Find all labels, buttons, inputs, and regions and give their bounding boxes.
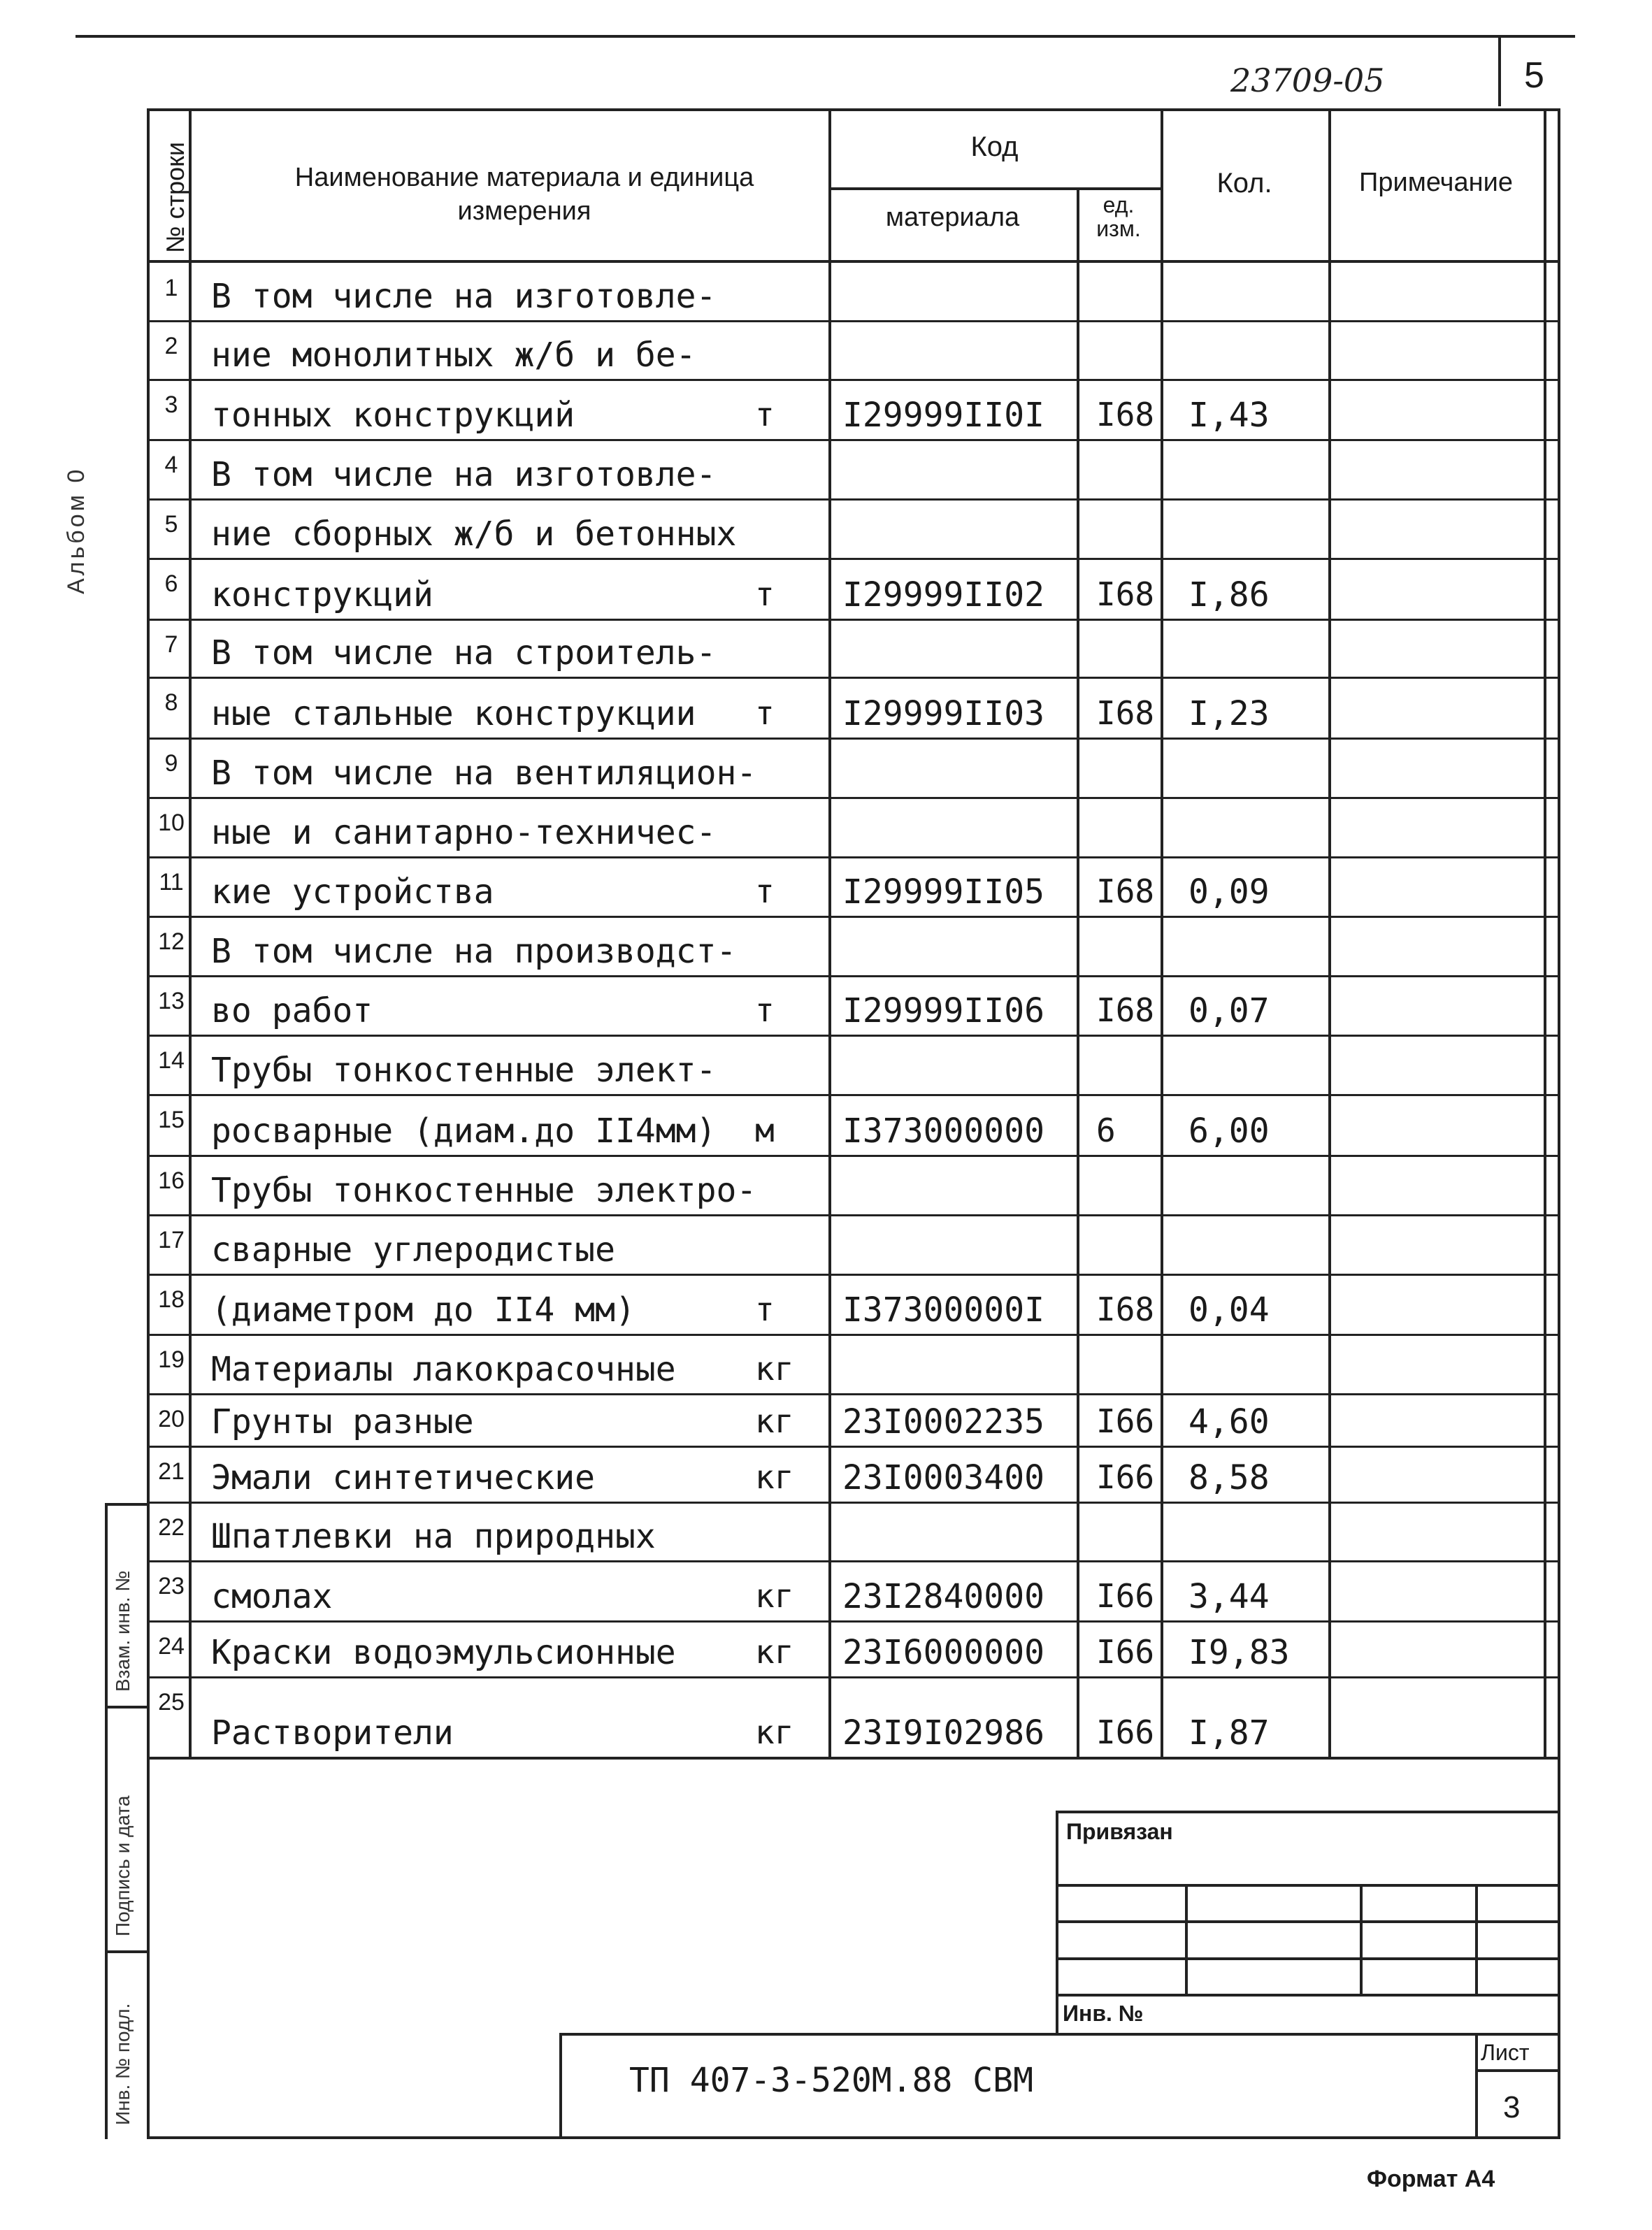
material-name: тонных конструкций [211, 396, 575, 435]
row-number: 19 [158, 1346, 185, 1373]
quantity: 4,60 [1188, 1402, 1270, 1441]
material-code: 23I2840000 [842, 1577, 1044, 1616]
row-number: 21 [158, 1458, 185, 1485]
header-material: материала [885, 203, 1020, 232]
material-unit: кг [755, 1713, 794, 1751]
col-rowno [189, 108, 192, 1758]
frame-left [147, 108, 150, 2139]
material-name: во работ [211, 991, 373, 1030]
material-name: ние сборных ж/б и бетонных [211, 515, 737, 554]
unit-code: I68 [1096, 1290, 1155, 1328]
row-number: 24 [158, 1633, 185, 1660]
stamp-inv-podl: Инв. № подл. [112, 2003, 134, 2125]
row-number: 14 [158, 1047, 185, 1074]
material-code: I37300000I [842, 1290, 1044, 1330]
col-code [1077, 189, 1079, 1758]
material-name: Эмали синтетические [211, 1458, 596, 1497]
row-number: 16 [158, 1167, 185, 1194]
material-unit: кг [755, 1350, 794, 1388]
material-name: (диаметром до II4 мм) [211, 1290, 635, 1330]
material-name: росварные (диам.до II4мм) [211, 1112, 717, 1151]
header-unit-code: ед. изм. [1096, 192, 1141, 241]
quantity: I9,83 [1188, 1633, 1290, 1672]
row-number: 4 [164, 452, 178, 478]
code-subdivider [830, 187, 1161, 190]
material-code: I29999II06 [842, 991, 1044, 1030]
row-number: 8 [164, 689, 178, 716]
unit-code: I66 [1096, 1577, 1155, 1615]
unit-code: I66 [1096, 1713, 1155, 1751]
material-name: ние монолитных ж/б и бе- [211, 336, 696, 375]
material-code: I29999II05 [842, 872, 1044, 912]
header-qty: Кол. [1216, 168, 1272, 199]
material-name: В том числе на строитель- [211, 633, 717, 672]
row-number: 22 [158, 1514, 185, 1541]
row-number: 18 [158, 1286, 185, 1313]
top-rule [76, 35, 1575, 38]
stamp-inv-no: Инв. № [1063, 2001, 1144, 2026]
material-name: В том числе на изготовле- [211, 277, 717, 316]
row-number: 17 [158, 1227, 185, 1253]
quantity: 0,09 [1188, 872, 1270, 912]
quantity: 6,00 [1188, 1112, 1270, 1151]
row-number: 7 [164, 631, 178, 658]
stamp-sheet-label: Лист [1481, 2040, 1530, 2065]
material-code: 23I0003400 [842, 1458, 1044, 1497]
material-name: ные и санитарно-техничес- [211, 813, 717, 852]
material-name: сварные углеродистые [211, 1230, 615, 1269]
material-code: I29999II0I [842, 396, 1044, 435]
col-unit [1161, 108, 1163, 1758]
table-bottom [148, 1757, 1559, 1760]
material-code: 23I0002235 [842, 1402, 1044, 1441]
row-number: 25 [158, 1689, 185, 1715]
stamp-podpis: Подпись и дата [112, 1795, 134, 1936]
material-code: I29999II03 [842, 694, 1044, 733]
row-number: 1 [164, 275, 178, 301]
quantity: I,86 [1188, 575, 1270, 614]
material-unit: кг [755, 1577, 794, 1615]
quantity: I,23 [1188, 694, 1270, 733]
unit-code: I68 [1096, 694, 1155, 732]
col-name [828, 108, 831, 1758]
material-unit: кг [755, 1458, 794, 1496]
material-code: 23I9I02986 [842, 1713, 1044, 1753]
unit-code: I68 [1096, 396, 1155, 433]
material-name: Грунты разные [211, 1402, 474, 1441]
quantity: 0,07 [1188, 991, 1270, 1030]
frame-right [1558, 108, 1560, 2139]
material-unit: т [755, 396, 775, 433]
side-label: Альбом 0 [63, 466, 89, 594]
material-unit: кг [755, 1633, 794, 1671]
material-name: В том числе на производст- [211, 932, 737, 971]
material-name: Трубы тонкостенные электро- [211, 1171, 757, 1210]
format-label: Формат А4 [1367, 2166, 1495, 2192]
material-unit: т [755, 694, 775, 732]
document-number: 23709-05 [1230, 62, 1385, 99]
stamp-sheet-no: 3 [1503, 2090, 1521, 2124]
material-code: I373000000 [842, 1112, 1044, 1151]
stamp-privyazan: Привязан [1066, 1819, 1173, 1844]
quantity: I,43 [1188, 396, 1270, 435]
row-number: 12 [158, 928, 185, 955]
row-number: 11 [159, 869, 184, 895]
table-top [148, 108, 1559, 111]
material-name: Краски водоэмульсионные [211, 1633, 676, 1672]
material-name: конструкций [211, 575, 433, 614]
material-name: В том числе на вентиляцион- [211, 754, 757, 793]
header-name: Наименование материала и единица измерения [294, 163, 754, 226]
material-name: Трубы тонкостенные элект- [211, 1051, 717, 1090]
material-unit: кг [755, 1402, 794, 1440]
col-note [1544, 108, 1546, 1758]
header-bottom [148, 260, 1559, 263]
quantity: 3,44 [1188, 1577, 1270, 1616]
material-name: Растворители [211, 1713, 454, 1753]
material-unit: т [755, 991, 775, 1029]
stamp-designation: ТП 407-3-520М.88 СВМ [629, 2061, 1033, 2100]
material-name: кие устройства [211, 872, 494, 912]
row-number: 20 [158, 1406, 185, 1432]
quantity: 0,04 [1188, 1290, 1270, 1330]
row-number: 2 [164, 333, 178, 359]
material-unit: м [755, 1112, 775, 1149]
unit-code: 6 [1096, 1112, 1116, 1149]
page-corner-number: 5 [1524, 55, 1544, 96]
header-note: Примечание [1359, 168, 1513, 197]
unit-code: I66 [1096, 1402, 1155, 1440]
row-number: 10 [158, 810, 185, 836]
stamp-vzam: Взам. инв. № [112, 1570, 134, 1692]
unit-code: I68 [1096, 575, 1155, 613]
material-code: I29999II02 [842, 575, 1044, 614]
row-number: 6 [164, 570, 178, 597]
material-name: В том числе на изготовле- [211, 455, 717, 494]
material-code: 23I6000000 [842, 1633, 1044, 1672]
row-number: 5 [164, 511, 178, 538]
material-unit: т [755, 1290, 775, 1328]
quantity: I,87 [1188, 1713, 1270, 1753]
material-unit: т [755, 872, 775, 910]
material-unit: т [755, 575, 775, 613]
unit-code: I66 [1096, 1458, 1155, 1496]
quantity: 8,58 [1188, 1458, 1270, 1497]
row-number: 23 [158, 1573, 185, 1599]
row-number: 9 [164, 750, 178, 777]
header-row-no: № строки [161, 141, 189, 253]
unit-code: I66 [1096, 1633, 1155, 1671]
corner-divider [1498, 36, 1501, 106]
frame-bottom [147, 2136, 1560, 2139]
header-code: Код [970, 131, 1019, 162]
left-strip-line [105, 1503, 108, 2139]
row-number: 15 [158, 1107, 185, 1133]
unit-code: I68 [1096, 872, 1155, 910]
material-name: смолах [211, 1577, 333, 1616]
row-number: 3 [164, 391, 178, 418]
material-name: ные стальные конструкции [211, 694, 696, 733]
material-name: Шпатлевки на природных [211, 1517, 656, 1556]
unit-code: I68 [1096, 991, 1155, 1029]
row-number: 13 [158, 988, 185, 1014]
material-name: Материалы лакокрасочные [211, 1350, 676, 1389]
col-qty [1328, 108, 1331, 1758]
